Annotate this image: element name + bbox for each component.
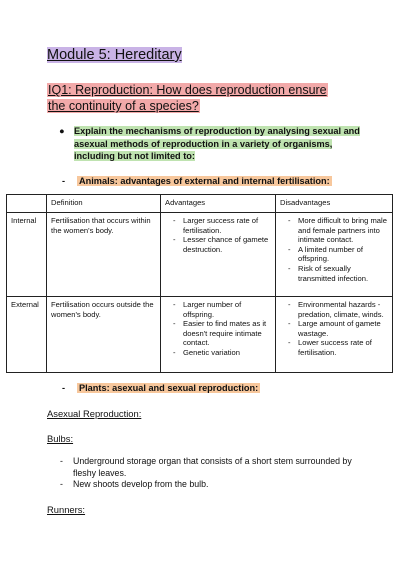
list-item: - Lesser chance of gamete destruction. [173,235,271,254]
inquiry-question-text: IQ1: Reproduction: How does reproduction ensure the continuity of a species? [48,83,327,113]
advantages-cell [161,213,276,297]
fertilisation-table [6,194,393,373]
definition-cell: Fertilisation occurs outside the women's body. [47,297,161,373]
outcome-text: Explain the mechanisms of reproduction by analysing sexual and asexual methods of reproduction in a variety of organisms, including but not limited to: [74,126,360,161]
table-header-cell [7,195,47,213]
plants-subheading-text: Plants: asexual and sexual reproduction: [79,383,259,393]
list-item: - Risk of sexually transmitted infection. [288,264,388,283]
page-title [47,46,184,65]
list-item [60,479,360,491]
list-item: - Genetic variation [173,348,271,358]
disadvantages-cell [276,297,393,373]
advantages-cell [161,297,276,373]
runners-heading: Runners: [47,504,86,515]
table-row [7,297,393,373]
disadvantages-cell [276,213,393,297]
outcome-bullet [59,125,362,163]
plants-subheading [62,382,382,394]
table-header-cell: Disadvantages [276,195,393,213]
list-item [60,456,360,479]
list-item: - Larger number of offspring. [173,300,271,319]
list-item: - Environmental hazards - predation, climate, winds. [288,300,388,319]
list-item-text: New shoots develop from the bulb. [73,479,209,489]
dash-marker: - [62,383,66,393]
row-label: External [7,297,47,373]
list-item: - Easier to find mates as it doesn't require intimate contact. [173,319,271,348]
definition-cell: Fertilisation that occurs within the women's body. [47,213,161,297]
animals-subheading [62,175,382,187]
asexual-heading: Asexual Reproduction: [47,408,142,419]
animals-subheading-text: Animals: advantages of external and internal fertilisation: [79,176,330,186]
bullet-dot: ● [59,126,65,136]
bulbs-heading: Bulbs: [47,433,74,444]
table-header-row [7,195,393,213]
dash-marker: - [60,456,63,466]
list-item: - More difficult to bring male and female partners into intimate contact. [288,216,388,245]
table-row [7,213,393,297]
row-label: Internal [7,213,47,297]
table-header-cell: Definition [47,195,161,213]
list-item: - Lower success rate of fertilisation. [288,338,388,357]
dash-marker: - [62,176,66,186]
list-item: - A limited number of offspring. [288,245,388,264]
dash-marker: - [60,479,63,489]
list-item: - Larger success rate of fertilisation. [173,216,271,235]
inquiry-question [47,82,327,114]
page-title-text: Module 5: Hereditary [47,47,182,63]
table-header-cell: Advantages [161,195,276,213]
list-item-text: Underground storage organ that consists of a short stem surrounded by fleshy leaves. [73,456,352,478]
list-item: - Large amount of gamete wastage. [288,319,388,338]
bulbs-list [60,456,360,491]
